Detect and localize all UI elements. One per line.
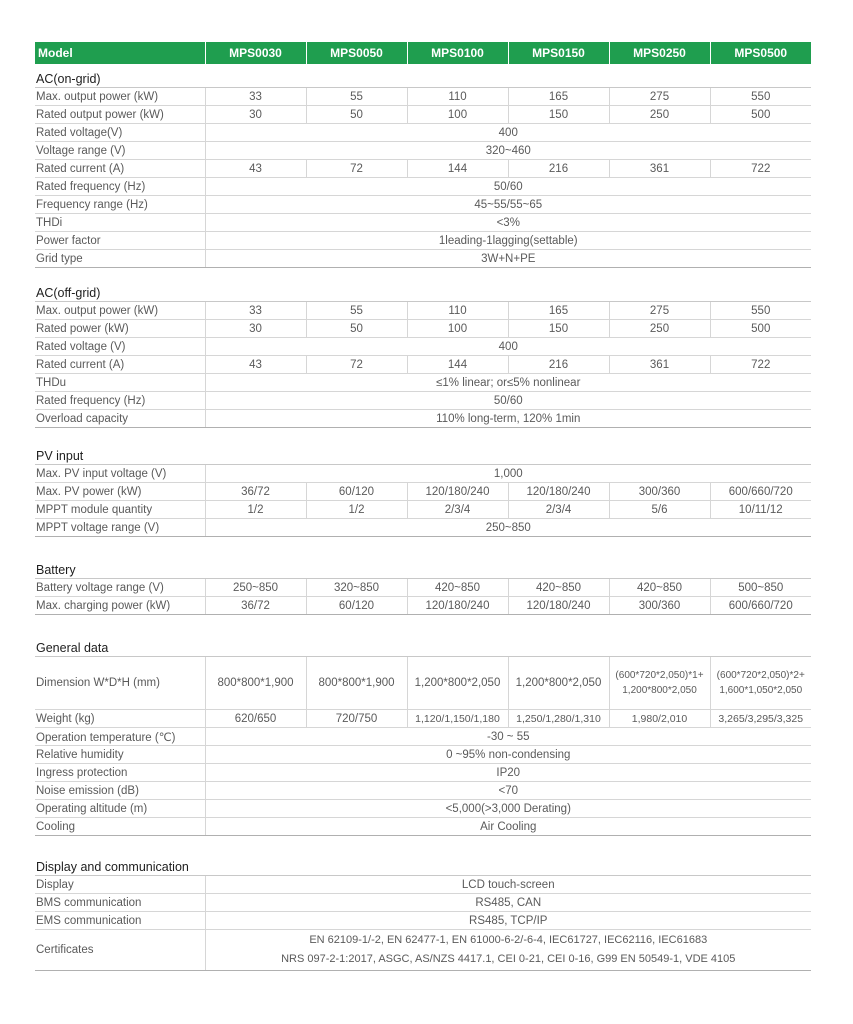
spec-row [35,728,811,746]
section-spacer [35,836,811,857]
cell-value: 500 [710,320,811,338]
cell-value: 620/650 [205,710,306,728]
spec-row [35,764,811,782]
cell-value: 120/180/240 [508,483,609,501]
model-mps0150: MPS0150 [508,42,609,64]
row-label: MPPT voltage range (V) [35,519,205,537]
certificates-value [205,930,811,971]
spec-row [35,392,811,410]
cell-value: 43 [205,160,306,178]
row-label: MPPT module quantity [35,501,205,519]
cell-value: 361 [609,356,710,374]
cell-value: 1,120/1,150/1,180 [407,710,508,728]
row-label: Rated current (A) [35,356,205,374]
spec-row [35,214,811,232]
spec-row-certificates [35,930,811,971]
section-title: AC(on-grid) [35,64,811,88]
spec-row [35,374,811,392]
cell-value-merged: 400 [205,338,811,356]
cell-value: 420~850 [508,579,609,597]
cell-value: 33 [205,88,306,106]
row-label: THDi [35,214,205,232]
section-spacer [35,615,811,638]
cell-value: 2/3/4 [508,501,609,519]
cell-value: 250 [609,106,710,124]
spec-sheet [35,42,811,971]
cell-value: 361 [609,160,710,178]
cell-value: 420~850 [609,579,710,597]
cell-value: 165 [508,302,609,320]
cell-value: 100 [407,320,508,338]
spec-row [35,465,811,483]
spec-row [35,196,811,214]
row-label: Cooling [35,818,205,836]
cell-value: 36/72 [205,597,306,615]
cell-value: 55 [306,88,407,106]
certificates-line: NRS 097-2-1:2017, ASGC, AS/NZS 4417.1, CEI 0-21, CEI 0-16, G99 EN 50549-1, VDE 4105 [281,953,736,965]
model-mps0030: MPS0030 [205,42,306,64]
cell-value-merged: <5,000(>3,000 Derating) [205,800,811,818]
spec-row [35,178,811,196]
row-label: Certificates [35,930,205,971]
cell-value-merged: -30 ~ 55 [205,728,811,746]
spec-row [35,124,811,142]
cell-value-twoline [609,657,710,710]
row-label: Ingress protection [35,764,205,782]
cell-value: 550 [710,88,811,106]
cell-value: 50 [306,320,407,338]
cell-value: 1,250/1,280/1,310 [508,710,609,728]
spec-row [35,142,811,160]
cell-value: 2/3/4 [407,501,508,519]
cell-value: 1/2 [306,501,407,519]
row-label: Display [35,876,205,894]
cell-value: 33 [205,302,306,320]
cell-value-merged: 1,000 [205,465,811,483]
spec-row [35,356,811,374]
cell-value: 10/11/12 [710,501,811,519]
spec-row [35,519,811,537]
cell-value: 165 [508,88,609,106]
row-label: Max. output power (kW) [35,302,205,320]
cell-value: 600/660/720 [710,597,811,615]
spec-row [35,579,811,597]
spec-row [35,410,811,428]
row-label: Max. PV input voltage (V) [35,465,205,483]
cell-value: 722 [710,160,811,178]
cell-value-twoline [710,657,811,710]
cell-value-merged: 45~55/55~65 [205,196,811,214]
cell-value-merged: RS485, CAN [205,894,811,912]
cell-value: 720/750 [306,710,407,728]
cell-value: 144 [407,160,508,178]
section-general [35,637,811,657]
cell-value: 216 [508,356,609,374]
spec-row [35,320,811,338]
row-label: Max. output power (kW) [35,88,205,106]
cell-value: 1,200*800*2,050 [508,657,609,710]
cell-value: 1/2 [205,501,306,519]
row-label: Frequency range (Hz) [35,196,205,214]
row-label: Rated voltage (V) [35,338,205,356]
spec-row [35,106,811,124]
spec-row [35,894,811,912]
spec-row [35,876,811,894]
model-mps0500: MPS0500 [710,42,811,64]
cell-value: 43 [205,356,306,374]
section-title: Battery [35,559,811,579]
cell-value: 110 [407,88,508,106]
cell-value: 250~850 [205,579,306,597]
cell-value: 110 [407,302,508,320]
cell-value: 320~850 [306,579,407,597]
cell-value: 120/180/240 [508,597,609,615]
section-pv-input [35,445,811,465]
cell-value: 120/180/240 [407,483,508,501]
section-title: General data [35,637,811,657]
cell-line: 1,200*800*2,050 [622,685,697,696]
spec-row [35,597,811,615]
cell-value: 600/660/720 [710,483,811,501]
spec-row [35,800,811,818]
cell-value-merged: 50/60 [205,178,811,196]
row-label: Grid type [35,250,205,268]
cell-value: 550 [710,302,811,320]
cell-value: 36/72 [205,483,306,501]
cell-line: (600*720*2,050)*2+ [716,670,805,681]
row-label: Weight (kg) [35,710,205,728]
spec-row-weight [35,710,811,728]
cell-value: 72 [306,160,407,178]
spec-row [35,338,811,356]
cell-value-merged: 0 ~95% non-condensing [205,746,811,764]
section-title: AC(off-grid) [35,282,811,302]
row-label: THDu [35,374,205,392]
section-spacer [35,428,811,446]
cell-value: 500 [710,106,811,124]
row-label: Rated power (kW) [35,320,205,338]
cell-value: 300/360 [609,597,710,615]
spec-row [35,302,811,320]
cell-value: 100 [407,106,508,124]
row-label: Dimension W*D*H (mm) [35,657,205,710]
cell-value-merged: <3% [205,214,811,232]
cell-value-merged: 320~460 [205,142,811,160]
cell-value: 50 [306,106,407,124]
cell-value-merged: 250~850 [205,519,811,537]
spec-row [35,88,811,106]
model-mps0050: MPS0050 [306,42,407,64]
cell-value: 150 [508,320,609,338]
header-row [35,42,811,64]
cell-value-merged: LCD touch-screen [205,876,811,894]
row-label: Max. PV power (kW) [35,483,205,501]
row-label: Max. charging power (kW) [35,597,205,615]
cell-value: 1,980/2,010 [609,710,710,728]
cell-value: 722 [710,356,811,374]
spec-row [35,250,811,268]
cell-value: 800*800*1,900 [306,657,407,710]
cell-value: 60/120 [306,597,407,615]
cell-value: 72 [306,356,407,374]
spec-row [35,818,811,836]
cell-value: 120/180/240 [407,597,508,615]
cell-value: 60/120 [306,483,407,501]
cell-value: 500~850 [710,579,811,597]
row-label: Battery voltage range (V) [35,579,205,597]
section-spacer [35,268,811,283]
cell-value-merged: RS485, TCP/IP [205,912,811,930]
cell-value-merged: 400 [205,124,811,142]
cell-value: 250 [609,320,710,338]
row-label: Voltage range (V) [35,142,205,160]
spec-row [35,160,811,178]
cell-value-merged: 50/60 [205,392,811,410]
cell-value: 1,200*800*2,050 [407,657,508,710]
cell-value-merged: 1leading-1lagging(settable) [205,232,811,250]
spec-row [35,501,811,519]
row-label: EMS communication [35,912,205,930]
model-mps0250: MPS0250 [609,42,710,64]
section-title: Display and communication [35,856,811,876]
model-mps0100: MPS0100 [407,42,508,64]
cell-value-merged: Air Cooling [205,818,811,836]
row-label: Operation temperature (℃) [35,728,205,746]
cell-value: 275 [609,88,710,106]
section-ac-on-grid [35,64,811,88]
cell-value: 216 [508,160,609,178]
cell-value-merged: <70 [205,782,811,800]
spec-row [35,746,811,764]
cell-value-merged: 110% long-term, 120% 1min [205,410,811,428]
row-label: Overload capacity [35,410,205,428]
row-label: Operating altitude (m) [35,800,205,818]
spec-row [35,782,811,800]
cell-value: 30 [205,320,306,338]
cell-value-merged: 3W+N+PE [205,250,811,268]
cell-value: 144 [407,356,508,374]
row-label: Rated frequency (Hz) [35,178,205,196]
cell-line: (600*720*2,050)*1+ [615,670,704,681]
cell-value-merged: ≤1% linear; or≤5% nonlinear [205,374,811,392]
cell-value: 150 [508,106,609,124]
cell-value-merged: IP20 [205,764,811,782]
row-label: Relative humidity [35,746,205,764]
row-label: Power factor [35,232,205,250]
cell-value: 300/360 [609,483,710,501]
section-spacer [35,537,811,560]
header-label: Model [35,42,205,64]
cell-value: 55 [306,302,407,320]
cell-value: 420~850 [407,579,508,597]
section-display-comm [35,856,811,876]
cell-value: 275 [609,302,710,320]
spec-row [35,912,811,930]
cell-line: 1,600*1,050*2,050 [719,685,803,696]
section-battery [35,559,811,579]
row-label: Noise emission (dB) [35,782,205,800]
row-label: Rated output power (kW) [35,106,205,124]
certificates-line: EN 62109-1/-2, EN 62477-1, EN 61000-6-2/-6-4, IEC61727, IEC62116, IEC61683 [309,934,708,946]
cell-value: 800*800*1,900 [205,657,306,710]
cell-value: 30 [205,106,306,124]
row-label: Rated frequency (Hz) [35,392,205,410]
row-label: Rated current (A) [35,160,205,178]
spec-row [35,483,811,501]
spec-table [35,42,811,971]
section-title: PV input [35,445,811,465]
row-label: BMS communication [35,894,205,912]
cell-value: 3,265/3,295/3,325 [710,710,811,728]
row-label: Rated voltage(V) [35,124,205,142]
section-ac-off-grid [35,282,811,302]
spec-row [35,232,811,250]
cell-value: 5/6 [609,501,710,519]
spec-row-dimension [35,657,811,710]
